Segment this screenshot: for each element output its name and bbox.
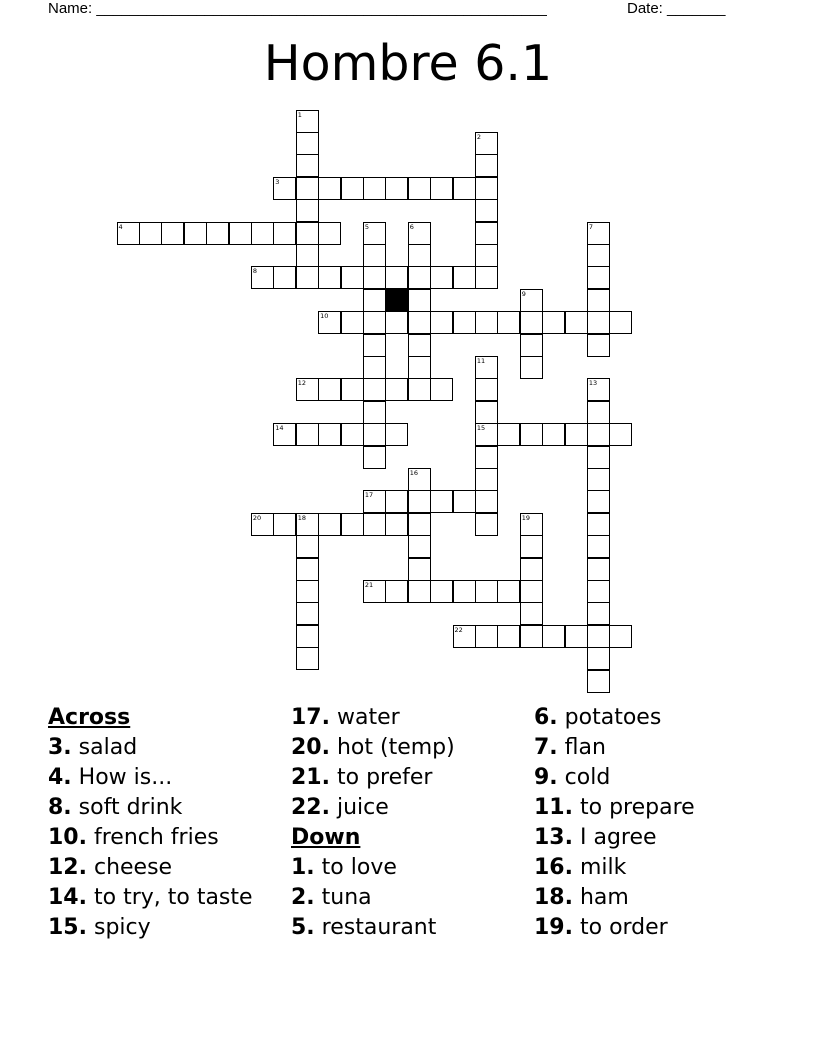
grid-cell[interactable] xyxy=(408,311,431,334)
clue-number: 15. xyxy=(48,915,87,940)
grid-cell[interactable] xyxy=(520,356,543,379)
clue-column-2 xyxy=(291,703,455,943)
clue-number: 18. xyxy=(534,885,573,910)
grid-cell[interactable] xyxy=(363,423,386,446)
clue-across-22 xyxy=(291,793,455,823)
grid-cell[interactable] xyxy=(609,423,632,446)
page-title: Hombre 6.1 xyxy=(263,35,553,92)
grid-cell[interactable] xyxy=(520,311,543,334)
clue-down-7 xyxy=(534,733,695,763)
grid-cell[interactable] xyxy=(565,625,588,648)
clue-text: How is... xyxy=(78,765,173,790)
grid-cell[interactable] xyxy=(341,513,364,536)
clue-number: 20. xyxy=(291,735,330,760)
clue-text: tuna xyxy=(321,885,372,910)
clue-number: 9. xyxy=(534,765,558,790)
grid-cell[interactable] xyxy=(296,580,319,603)
grid-cell[interactable] xyxy=(341,311,364,334)
clue-text: milk xyxy=(579,855,627,880)
grid-cell[interactable] xyxy=(430,490,453,513)
clue-number-label: 2 xyxy=(476,132,482,141)
grid-cell[interactable] xyxy=(385,423,408,446)
grid-cell[interactable] xyxy=(206,222,229,245)
grid-cell[interactable] xyxy=(475,177,498,200)
grid-cell[interactable] xyxy=(497,625,520,648)
grid-cell[interactable] xyxy=(273,266,296,289)
grid-cell[interactable] xyxy=(296,110,319,133)
grid-cell[interactable] xyxy=(341,266,364,289)
grid-cell[interactable] xyxy=(475,356,498,379)
grid-cell[interactable] xyxy=(408,580,431,603)
grid-cell[interactable] xyxy=(587,334,610,357)
clue-down-6 xyxy=(534,703,695,733)
clue-number-label: 8 xyxy=(252,267,258,276)
grid-cell[interactable] xyxy=(184,222,207,245)
clue-text: to prefer xyxy=(336,765,433,790)
grid-cell[interactable] xyxy=(520,334,543,357)
grid-cell[interactable] xyxy=(363,244,386,267)
grid-cell[interactable] xyxy=(318,513,341,536)
grid-cell[interactable] xyxy=(587,625,610,648)
grid-cell[interactable] xyxy=(408,177,431,200)
grid-cell[interactable] xyxy=(363,378,386,401)
grid-cell[interactable] xyxy=(587,378,610,401)
grid-cell[interactable] xyxy=(296,513,319,536)
grid-cell[interactable] xyxy=(296,222,319,245)
clue-number-label: 3 xyxy=(275,177,280,186)
grid-cell[interactable] xyxy=(520,535,543,558)
grid-cell[interactable] xyxy=(587,513,610,536)
clue-text: ham xyxy=(579,885,629,910)
grid-cell[interactable] xyxy=(453,580,476,603)
clue-number-label: 21 xyxy=(364,580,374,589)
grid-cell[interactable] xyxy=(520,602,543,625)
clue-across-3 xyxy=(48,733,253,763)
grid-cell[interactable] xyxy=(363,446,386,469)
grid-cell[interactable] xyxy=(497,580,520,603)
grid-cell[interactable] xyxy=(520,289,543,312)
grid-cell[interactable] xyxy=(229,222,252,245)
clue-across-20 xyxy=(291,733,455,763)
clue-number-label: 4 xyxy=(118,222,123,231)
clue-number-label: 12 xyxy=(297,379,306,388)
clue-number-label: 22 xyxy=(454,625,463,634)
grid-cell[interactable] xyxy=(385,311,408,334)
clue-number-label: 14 xyxy=(275,424,284,433)
clue-down-16 xyxy=(534,853,695,883)
grid-cell[interactable] xyxy=(520,423,543,446)
clue-across-12 xyxy=(48,853,253,883)
clue-number: 12. xyxy=(48,855,87,880)
grid-cell[interactable] xyxy=(587,423,610,446)
grid-cell[interactable] xyxy=(363,266,386,289)
grid-cell[interactable] xyxy=(587,244,610,267)
clue-number: 3. xyxy=(48,735,72,760)
grid-cell[interactable] xyxy=(475,266,498,289)
clue-number: 1. xyxy=(291,855,315,880)
grid-cell[interactable] xyxy=(475,244,498,267)
grid-cell[interactable] xyxy=(273,423,296,446)
grid-cell[interactable] xyxy=(587,401,610,424)
clue-text: cheese xyxy=(93,855,173,880)
clue-across-15 xyxy=(48,913,253,943)
grid-cell[interactable] xyxy=(587,580,610,603)
clue-number-label: 10 xyxy=(320,312,329,321)
grid-cell[interactable] xyxy=(296,625,319,648)
grid-cell[interactable] xyxy=(273,222,296,245)
grid-cell[interactable] xyxy=(430,177,453,200)
clue-number-label: 19 xyxy=(521,513,530,522)
grid-cell[interactable] xyxy=(408,468,431,491)
grid-cell[interactable] xyxy=(520,558,543,581)
grid-cell[interactable] xyxy=(430,378,453,401)
clue-text: water xyxy=(336,705,400,730)
grid-cell[interactable] xyxy=(565,423,588,446)
grid-cell[interactable] xyxy=(363,580,386,603)
clue-text: hot (temp) xyxy=(336,735,455,760)
grid-cell[interactable] xyxy=(475,311,498,334)
clue-text: salad xyxy=(78,735,138,760)
clue-number-label: 15 xyxy=(476,424,486,433)
clue-across-14 xyxy=(48,883,253,913)
grid-cell[interactable] xyxy=(542,311,565,334)
clue-number-label: 18 xyxy=(297,513,306,522)
header-name-line: Name: ______________________________________________________ xyxy=(48,0,547,17)
grid-cell[interactable] xyxy=(385,490,408,513)
grid-cell[interactable] xyxy=(453,490,476,513)
clue-text: flan xyxy=(564,735,606,760)
grid-cell[interactable] xyxy=(520,625,543,648)
grid-cell[interactable] xyxy=(385,177,408,200)
grid-cell[interactable] xyxy=(430,580,453,603)
clue-text: to prepare xyxy=(579,795,695,820)
grid-cell[interactable] xyxy=(453,177,476,200)
grid-cell[interactable] xyxy=(475,446,498,469)
grid-cell[interactable] xyxy=(408,266,431,289)
clue-column-1 xyxy=(48,703,253,943)
grid-cell[interactable] xyxy=(587,602,610,625)
grid-cell[interactable] xyxy=(296,558,319,581)
grid-cell[interactable] xyxy=(408,289,431,312)
header-date-line: Date: _______ xyxy=(627,0,726,17)
grid-cell[interactable] xyxy=(587,446,610,469)
clue-number-label: 5 xyxy=(364,222,370,231)
clue-number-label: 17 xyxy=(364,491,374,500)
grid-cell[interactable] xyxy=(587,311,610,334)
clue-number-label: 6 xyxy=(409,222,414,231)
clue-number: 21. xyxy=(291,765,330,790)
grid-cell[interactable] xyxy=(273,513,296,536)
grid-cell[interactable] xyxy=(363,513,386,536)
clue-across-21 xyxy=(291,763,455,793)
clue-number: 22. xyxy=(291,795,330,820)
clue-text: restaurant xyxy=(321,915,437,940)
grid-cell[interactable] xyxy=(296,423,319,446)
grid-cell[interactable] xyxy=(385,378,408,401)
grid-cell[interactable] xyxy=(251,513,274,536)
grid-cell[interactable] xyxy=(408,356,431,379)
grid-cell[interactable] xyxy=(587,266,610,289)
grid-cell[interactable] xyxy=(475,378,498,401)
grid-cell[interactable] xyxy=(318,311,341,334)
grid-cell[interactable] xyxy=(587,670,610,693)
grid-cell[interactable] xyxy=(296,199,319,222)
clue-text: to order xyxy=(579,915,668,940)
grid-cell[interactable] xyxy=(318,266,341,289)
grid-cell[interactable] xyxy=(363,401,386,424)
grid-cell[interactable] xyxy=(520,580,543,603)
grid-cell[interactable] xyxy=(363,177,386,200)
grid-cell[interactable] xyxy=(318,423,341,446)
clue-number-label: 20 xyxy=(252,513,262,522)
clue-column-3 xyxy=(534,703,695,943)
clue-number-label: 13 xyxy=(588,379,598,388)
clue-number: 19. xyxy=(534,915,573,940)
clue-number: 16. xyxy=(534,855,573,880)
clue-text: to try, to taste xyxy=(93,885,253,910)
grid-cell[interactable] xyxy=(408,490,431,513)
grid-cell[interactable] xyxy=(609,311,632,334)
clue-text: soft drink xyxy=(78,795,183,820)
grid-cell[interactable] xyxy=(475,222,498,245)
grid-cell[interactable] xyxy=(587,647,610,670)
grid-cell[interactable] xyxy=(587,222,610,245)
grid-cell[interactable] xyxy=(273,177,296,200)
grid-cell[interactable] xyxy=(385,513,408,536)
clue-number: 4. xyxy=(48,765,72,790)
grid-cell[interactable] xyxy=(408,334,431,357)
grid-cell[interactable] xyxy=(609,625,632,648)
grid-cell[interactable] xyxy=(453,625,476,648)
across-heading: Across xyxy=(48,705,131,730)
clue-across-8 xyxy=(48,793,253,823)
grid-cell[interactable] xyxy=(363,356,386,379)
grid-cell[interactable] xyxy=(341,378,364,401)
clue-number-label: 9 xyxy=(521,289,526,298)
clue-down-5 xyxy=(291,913,455,943)
clue-number: 8. xyxy=(48,795,72,820)
grid-cell[interactable] xyxy=(139,222,162,245)
grid-cell[interactable] xyxy=(385,580,408,603)
grid-cell[interactable] xyxy=(475,132,498,155)
clue-number-label: 1 xyxy=(297,110,302,119)
clue-number: 2. xyxy=(291,885,315,910)
clue-down-9 xyxy=(534,763,695,793)
grid-cell[interactable] xyxy=(475,401,498,424)
grid-cell[interactable] xyxy=(453,311,476,334)
grid-cell[interactable] xyxy=(296,378,319,401)
grid-cell[interactable] xyxy=(296,266,319,289)
clue-number: 11. xyxy=(534,795,573,820)
grid-cell[interactable] xyxy=(475,468,498,491)
grid-cell[interactable] xyxy=(542,423,565,446)
grid-cell[interactable] xyxy=(296,602,319,625)
grid-cell[interactable] xyxy=(430,266,453,289)
clue-number: 17. xyxy=(291,705,330,730)
grid-cell[interactable] xyxy=(475,580,498,603)
grid-cell[interactable] xyxy=(497,311,520,334)
clue-across-17 xyxy=(291,703,455,733)
grid-cell[interactable] xyxy=(587,289,610,312)
grid-cell[interactable] xyxy=(296,244,319,267)
clue-text: cold xyxy=(564,765,611,790)
grid-cell[interactable] xyxy=(363,289,386,312)
grid-cell[interactable] xyxy=(520,513,543,536)
clue-number: 6. xyxy=(534,705,558,730)
clue-number-label: 7 xyxy=(588,222,594,231)
grid-cell[interactable] xyxy=(363,222,386,245)
grid-cell[interactable] xyxy=(475,490,498,513)
clue-number: 5. xyxy=(291,915,315,940)
grid-cell[interactable] xyxy=(385,266,408,289)
grid-cell[interactable] xyxy=(296,154,319,177)
clue-text: potatoes xyxy=(564,705,662,730)
grid-cell[interactable] xyxy=(318,378,341,401)
clue-text: juice xyxy=(336,795,389,820)
grid-cell[interactable] xyxy=(497,423,520,446)
clue-across-4 xyxy=(48,763,253,793)
grid-cell[interactable] xyxy=(363,490,386,513)
grid-cell[interactable] xyxy=(475,154,498,177)
grid-cell[interactable] xyxy=(296,647,319,670)
grid-cell[interactable] xyxy=(587,468,610,491)
grid-cell[interactable] xyxy=(587,535,610,558)
clue-text: french fries xyxy=(93,825,219,850)
grid-cell[interactable] xyxy=(296,132,319,155)
grid-cell[interactable] xyxy=(475,199,498,222)
grid-cell[interactable] xyxy=(296,177,319,200)
grid-cell[interactable] xyxy=(430,311,453,334)
grid-cell[interactable] xyxy=(117,222,140,245)
clue-number: 7. xyxy=(534,735,558,760)
grid-cell[interactable] xyxy=(587,558,610,581)
grid-cell[interactable] xyxy=(341,423,364,446)
clue-down-1 xyxy=(291,853,455,883)
grid-cell[interactable] xyxy=(475,625,498,648)
clue-text: I agree xyxy=(579,825,657,850)
grid-cell[interactable] xyxy=(408,222,431,245)
clue-down-2 xyxy=(291,883,455,913)
grid-cell[interactable] xyxy=(408,244,431,267)
grid-cell[interactable] xyxy=(565,311,588,334)
grid-cell[interactable] xyxy=(475,423,498,446)
clue-number-label: 11 xyxy=(476,356,486,365)
clue-down-13 xyxy=(534,823,695,853)
clue-number-label: 16 xyxy=(409,468,418,477)
grid-cell[interactable] xyxy=(363,311,386,334)
clue-number: 13. xyxy=(534,825,573,850)
grid-cell[interactable] xyxy=(542,625,565,648)
down-heading: Down xyxy=(291,825,361,850)
grid-cell[interactable] xyxy=(587,490,610,513)
grid-cell[interactable] xyxy=(296,535,319,558)
grid-cell[interactable] xyxy=(408,513,431,536)
grid-cell[interactable] xyxy=(408,535,431,558)
grid-cell[interactable] xyxy=(475,513,498,536)
grid-cell[interactable] xyxy=(408,558,431,581)
grid-cell[interactable] xyxy=(251,266,274,289)
grid-cell[interactable] xyxy=(161,222,184,245)
grid-cell[interactable] xyxy=(408,378,431,401)
clue-text: spicy xyxy=(93,915,151,940)
grid-cell[interactable] xyxy=(318,177,341,200)
clue-number: 14. xyxy=(48,885,87,910)
clue-down-11 xyxy=(534,793,695,823)
clue-across-10 xyxy=(48,823,253,853)
grid-cell[interactable] xyxy=(453,266,476,289)
clue-number: 10. xyxy=(48,825,87,850)
grid-cell[interactable] xyxy=(318,222,341,245)
grid-cell[interactable] xyxy=(251,222,274,245)
clue-text: to love xyxy=(321,855,397,880)
grid-cell[interactable] xyxy=(363,334,386,357)
grid-cell[interactable] xyxy=(341,177,364,200)
grid-block-cell xyxy=(385,289,408,312)
clue-down-18 xyxy=(534,883,695,913)
clue-down-19 xyxy=(534,913,695,943)
